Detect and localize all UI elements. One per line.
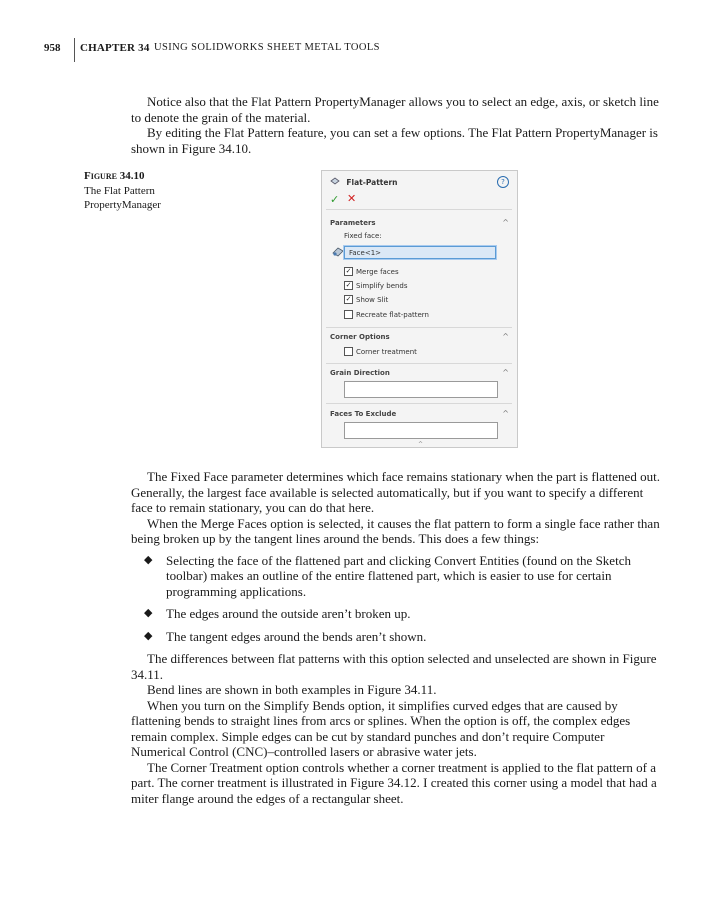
merge-faces-label: Merge faces — [356, 267, 399, 276]
cancel-icon[interactable]: ✕ — [347, 192, 357, 205]
ok-icon[interactable]: ✓ — [330, 193, 340, 206]
corner-treatment-option[interactable] — [344, 347, 417, 356]
diamond-bullet-icon: ◆ — [144, 607, 153, 619]
divider — [326, 209, 512, 210]
paragraph: When you turn on the Simplify Bends option, it simplifies curved edges that are caused by flattening bends to straight lines from arcs or splines. When the option is off, the complex edges remain complex. Simple edges can be cut by standard punches and don’t require Computer Numerical Control (CNC)–controlled lasers or abrasive water jets. — [131, 697, 631, 759]
figure-caption: The Flat Pattern PropertyManager — [84, 185, 161, 211]
grain-direction-input[interactable] — [344, 381, 498, 398]
show-slit-option[interactable] — [344, 295, 388, 304]
divider — [326, 327, 512, 328]
list-item — [131, 629, 661, 645]
merge-faces-option[interactable] — [344, 267, 399, 276]
show-slit-label: Show Slit — [356, 295, 389, 304]
collapse-chevron-icon[interactable]: ^ — [502, 409, 509, 418]
paragraph: When the Merge Faces option is selected, it causes the flat pattern to form a single face rather than being broken up by the tangent lines around the bends. This does a few things: — [131, 515, 660, 546]
fixed-face-label: Fixed face: — [344, 232, 382, 240]
paragraph: By editing the Flat Pattern feature, you can set a few options. The Flat Pattern PropertyManager is shown in Figure 34.10. — [131, 125, 658, 156]
fixed-face-input[interactable]: Face<1> — [344, 246, 496, 259]
collapse-chevron-icon[interactable]: ^ — [502, 332, 509, 341]
help-icon[interactable]: ? — [497, 176, 509, 188]
recreate-flat-pattern-option[interactable] — [344, 310, 429, 319]
header-divider — [74, 38, 75, 62]
chapter-label: CHAPTER 34 — [80, 42, 150, 54]
simplify-bends-label: Simplify bends — [356, 281, 408, 290]
corner-treatment-checkbox[interactable] — [344, 347, 353, 356]
merge-faces-checkbox[interactable]: ✓ — [345, 267, 352, 275]
face-selection-icon — [332, 245, 344, 257]
paragraph: The differences between flat patterns with this option selected and unselected are shown in Figure 34.11. — [131, 651, 657, 682]
list-item — [131, 606, 661, 622]
page-number: 958 — [44, 42, 61, 54]
scroll-caret-icon[interactable]: ^ — [418, 441, 424, 448]
simplify-bends-option[interactable] — [344, 281, 408, 290]
show-slit-checkbox[interactable]: ✓ — [345, 295, 352, 303]
divider — [326, 403, 512, 404]
list-item-text: The edges around the outside aren’t broken up. — [166, 606, 411, 621]
collapse-chevron-icon[interactable]: ^ — [502, 218, 509, 227]
corner-options-heading[interactable]: Corner Options — [330, 333, 390, 341]
simplify-bends-checkbox[interactable]: ✓ — [345, 281, 352, 289]
diamond-bullet-icon: ◆ — [144, 629, 153, 642]
flat-pattern-property-manager — [321, 170, 518, 448]
paragraph: The Fixed Face parameter determines which face remains stationary when the part is flattened out. Generally, the largest face available is selected automatically, but if you want to specify a different face to remain stationary, you can do that here. — [131, 469, 660, 515]
intro-text — [131, 94, 661, 156]
faces-to-exclude-input[interactable] — [344, 422, 498, 439]
paragraph: Notice also that the Flat Pattern PropertyManager allows you to select an edge, axis, or sketch line to denote the grain of the material. — [131, 94, 659, 125]
recreate-flat-pattern-label: Recreate flat-pattern — [356, 310, 429, 319]
bullet-list — [131, 553, 661, 645]
corner-treatment-label: Corner treatment — [356, 347, 417, 356]
faces-to-exclude-heading[interactable]: Faces To Exclude — [330, 410, 397, 418]
list-item-text: Selecting the face of the flattened part and clicking Convert Entities (found on the Sketch toolbar) makes an outline of the entire flattened part, which is easier to use for certain programming applications. — [166, 552, 631, 599]
chapter-title: USING SOLIDWORKS SHEET METAL TOOLS — [154, 42, 380, 53]
paragraph: Bend lines are shown in both examples in Figure 34.11. — [147, 682, 437, 697]
flat-pattern-icon — [330, 178, 342, 187]
grain-direction-heading[interactable]: Grain Direction — [330, 369, 390, 377]
collapse-chevron-icon[interactable]: ^ — [502, 368, 509, 377]
figure-label: Figure 34.10 — [84, 170, 145, 182]
panel-title: Flat-Pattern — [346, 178, 398, 187]
divider — [326, 363, 512, 364]
parameters-heading[interactable]: Parameters — [330, 219, 376, 227]
list-item — [131, 553, 661, 600]
paragraph: The Corner Treatment option controls whether a corner treatment is applied to the flat pattern of a part. The corner treatment is illustrated in Figure 34.12. I created this corner using a model that had a miter flange around the edges of a rectangular sheet. — [131, 759, 657, 806]
body-text — [131, 469, 661, 806]
list-item-text: The tangent edges around the bends aren’t shown. — [166, 628, 427, 644]
diamond-bullet-icon: ◆ — [144, 553, 153, 566]
recreate-flat-pattern-checkbox[interactable] — [344, 310, 353, 319]
panel-title-row — [330, 177, 398, 187]
